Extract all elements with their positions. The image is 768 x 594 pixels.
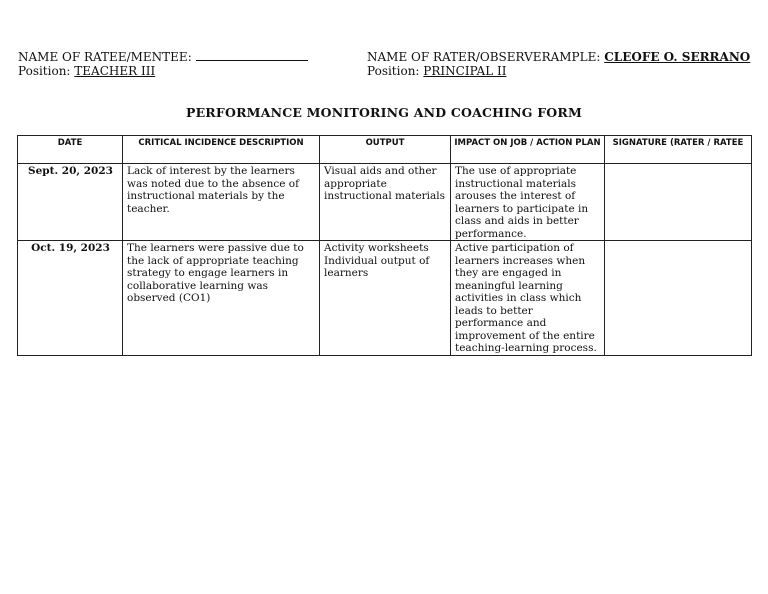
column-header-description: CRITICAL INCIDENCE DESCRIPTION [123,136,320,164]
output-cell: Visual aids and other appropriate instructional materials [320,164,451,241]
impact-cell: The use of appropriate instructional materials arouses the interest of learners to participate in class and aids in better performance. [451,164,605,241]
ratee-position-line [18,64,308,78]
table-row [18,164,752,241]
impact-cell: Active participation of learners increases when they are engaged in meaningful learning activities in class which leads to better performance and improvement of the entire teaching-learning process. [451,241,605,356]
table-header-row [18,136,752,164]
form-title: PERFORMANCE MONITORING AND COACHING FORM [185,105,583,120]
rater-block [367,50,750,78]
rater-position-label: Position: [367,64,420,78]
date-cell: Oct. 19, 2023 [18,241,123,356]
signature-cell[interactable] [605,164,752,241]
description-cell: Lack of interest by the learners was noted due to the absence of instructional materials by the teacher. [123,164,320,241]
rater-name-value: CLEOFE O. SERRANO [604,50,751,64]
description-cell: The learners were passive due to the lack of appropriate teaching strategy to engage learners in collaborative learning was observed (CO1) [123,241,320,356]
rater-position-value: PRINCIPAL II [423,64,507,78]
rater-position-line [367,64,750,78]
ratee-block [18,50,308,78]
ratee-position-value: TEACHER III [74,64,156,78]
column-header-impact: IMPACT ON JOB / ACTION PLAN [451,136,605,164]
ratee-name-label: NAME OF RATEE/MENTEE: [18,50,192,64]
ratee-position-label: Position: [18,64,71,78]
column-header-signature: SIGNATURE (RATER / RATEE [605,136,752,164]
output-cell: Activity worksheets Individual output of learners [320,241,451,356]
rater-name-line [367,50,750,64]
signature-cell[interactable] [605,241,752,356]
ratee-name-line [18,50,308,64]
rater-name-label: NAME OF RATER/OBSERVERAMPLE: [367,50,601,64]
date-cell: Sept. 20, 2023 [18,164,123,241]
column-header-output: OUTPUT [320,136,451,164]
column-header-date: DATE [18,136,123,164]
table-row [18,241,752,356]
coaching-table [17,135,752,356]
ratee-name-blank [196,50,308,61]
